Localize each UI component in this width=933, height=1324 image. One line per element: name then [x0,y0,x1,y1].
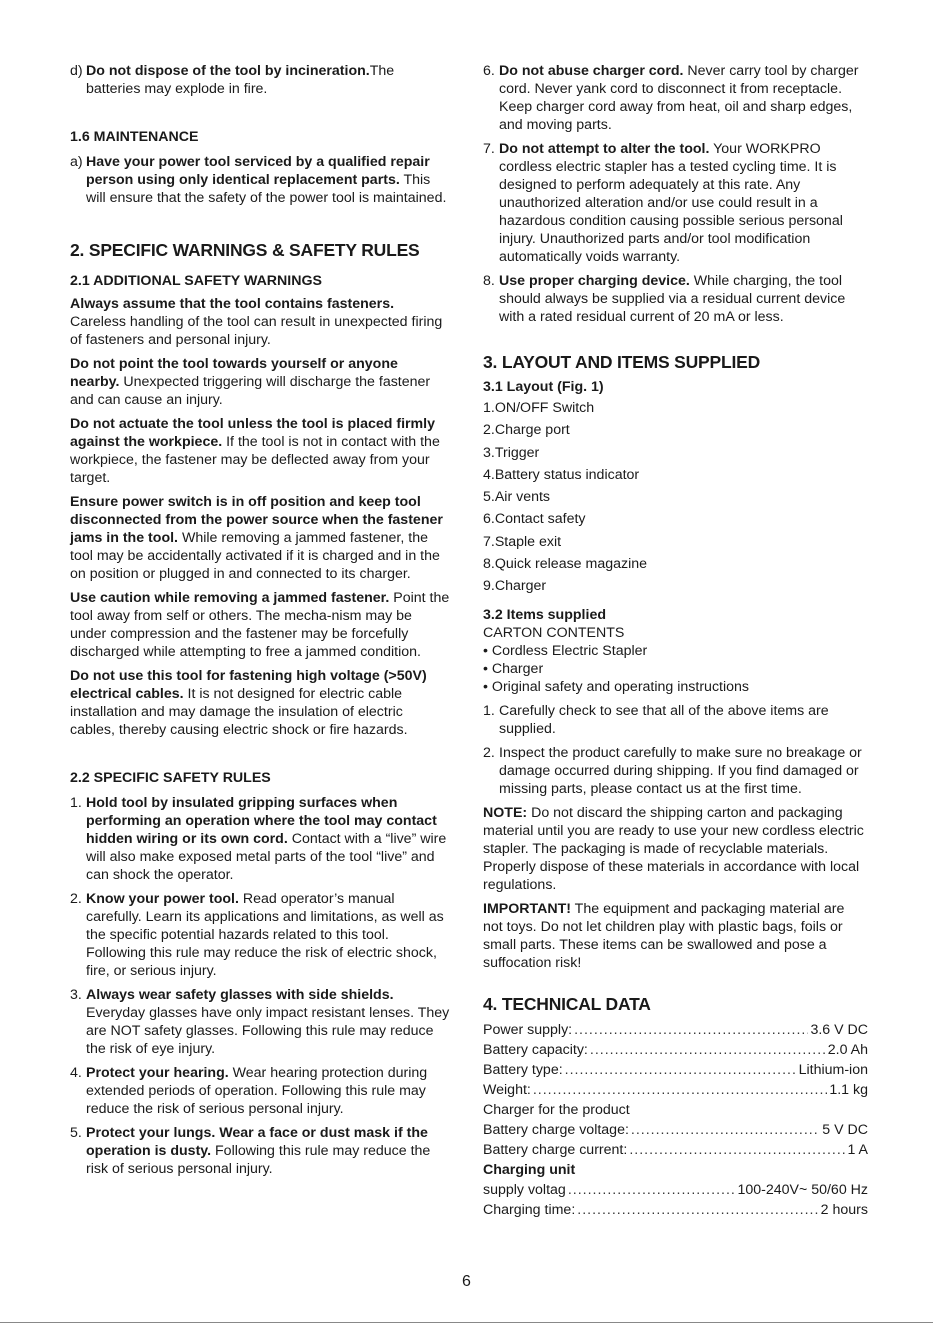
warning-4 [70,493,450,583]
rule-8 [483,272,868,326]
rule-text: Everyday glasses have only impact resistant lenses. They are NOT safety glasses. Following this rule may reduce the risk of eye injury. [86,1005,450,1057]
rule-number: 5. [70,1125,82,1141]
warning-bold: Ensure power switch is in off position and keep tool disconnected from the power source when the fastener jams in the tool. [70,494,443,546]
tech-row-charge-current [483,1140,868,1160]
tech-row-weight [483,1080,868,1100]
bullet-item: • Charger [483,660,544,677]
item-bold: Have your power tool serviced by a qualified repair person using only identical replacement parts. [86,154,430,188]
layout-item: 5.Air vents [483,489,551,506]
rule-bold: Know your power tool. [86,891,239,907]
charging-unit-heading [483,1160,868,1180]
warning-2 [70,355,450,409]
warning-3 [70,415,450,487]
check-text: Carefully check to see that all of the above items are supplied. [499,702,829,737]
rule-text: Never carry tool by charger cord. Never yank cord to disconnect it from receptacle. Keep charger cord away from heat, oil and sharp edges, and moving parts. [499,63,859,133]
tech-label: supply voltag [483,1181,566,1198]
note-paragraph [483,804,868,894]
rule-text: While charging, the tool should always be supplied via a residual current device with a rated residual current of 20 mA or less. [499,273,846,325]
leader-dots [577,1200,818,1220]
left-column [70,62,450,1178]
tech-value: 2 hours [820,1201,868,1218]
section-heading-2-1: 2.1 ADDITIONAL SAFETY WARNINGS [70,273,322,289]
bullet-item: • Cordless Electric Stapler [483,642,648,659]
leader-dots [565,1060,797,1080]
layout-item: 4.Battery status indicator [483,466,640,483]
warning-text: It is not designed for electric cable installation and may damage the insulation of electric cables, thereby causing electric shock or fire hazards. [70,686,408,738]
leader-dots [533,1080,828,1100]
rule-bold: Hold tool by insulated gripping surfaces when performing an operation where the tool may contact hidden wiring or its own cord. [86,795,437,847]
section-heading-3-2: 3.2 Items supplied [483,606,606,623]
tech-label: Power supply: [483,1021,573,1038]
charging-unit-label: Charging unit [483,1161,576,1178]
item-label: d) [70,63,83,79]
rule-number: 6. [483,63,495,79]
check-item-2 [483,744,868,798]
safety-item-d [70,62,450,98]
check-text: Inspect the product carefully to make sure no breakage or damage occurred during shipping. If you find damaged or missing parts, please contact us at the first time. [499,744,862,797]
rule-bold: Always wear safety glasses with side shields. [86,987,394,1003]
item-bold: Do not dispose of the tool by incineration. [86,63,370,79]
rule-bold: Do not attempt to alter the tool. [499,141,710,157]
item-label: a) [70,154,83,170]
leader-dots [574,1020,808,1040]
note-text: Do not discard the shipping carton and packaging material until you are ready to use your new cordless electric stapler. The packaging is made of recyclable materials. Properly dispose of these materials in accordance with local regulations. [483,804,864,893]
rule-text: Following this rule may reduce the risk of serious personal injury. [86,1143,431,1177]
warning-text: If the tool is not in contact with the workpiece, the fastener may be deflected away from your target. [70,434,440,486]
rule-text: Read operator’s manual carefully. Learn its applications and limitations, as well as the specific potential hazards related to this tool. Following this rule may reduce the risk of electric shock, fire, or serious injury. [86,891,444,979]
rule-bold: Use proper charging device. [499,273,690,289]
page-number: 6 [462,1273,471,1290]
tech-value: 3.6 V DC [810,1021,868,1038]
warning-bold: Use caution while removing a jammed fastener. [70,590,390,606]
layout-item: 6.Contact safety [483,511,586,528]
item-text: The batteries may explode in fire. [86,63,395,97]
rule-bold: Protect your lungs. Wear a face or dust mask if the operation is dusty. [86,1125,428,1159]
layout-item: 1.ON/OFF Switch [483,400,595,416]
item-text: This will ensure that the safety of the power tool is maintained. [86,172,447,206]
tech-row-battery-type [483,1060,868,1080]
rule-number: 1. [70,795,82,811]
bottom-divider [0,1322,933,1323]
tech-label: Battery type: [483,1061,563,1078]
tech-value: 2.0 Ah [827,1041,868,1058]
rule-text: Wear hearing protection during extended periods of operation. Following this rule may reduce the risk of serious personal injury. [86,1065,428,1117]
tech-row-battery-capacity [483,1040,868,1060]
tech-row-charging-time [483,1200,868,1220]
rule-text: Your WORKPRO cordless electric stapler has a tested cycling time. It is designed to perform adequately at this rate. Any unauthorized alteration and/or use could result in a hazardous condition causing possible serious personal injury. Unauthorized parts and/or tool modification automatically voids warranty. [499,141,843,265]
warning-bold: Do not actuate the tool unless the tool is placed firmly against the workpiece. [70,416,435,450]
layout-item: 8.Quick release magazine [483,556,648,573]
right-column [483,62,868,1220]
charger-for-product [483,1100,868,1120]
section-heading-2-2: 2.2 SPECIFIC SAFETY RULES [70,770,271,786]
rule-4 [70,1064,450,1118]
tech-row-power-supply [483,1020,868,1040]
tech-label: Charging time: [483,1201,576,1218]
section-heading-2: 2. SPECIFIC WARNINGS & SAFETY RULES [70,240,420,260]
leader-dots [568,1180,736,1200]
tech-label: Battery charge current: [483,1141,628,1158]
technical-data [483,1020,868,1220]
tech-value: Lithium-ion [798,1061,868,1078]
warning-1 [70,295,450,349]
leader-dots [631,1120,820,1140]
important-paragraph [483,900,868,972]
warning-5 [70,589,450,661]
layout-item: 7.Staple exit [483,533,562,550]
rule-7 [483,140,868,266]
section-heading-3: 3. LAYOUT AND ITEMS SUPPLIED [483,352,761,372]
rule-1 [70,794,450,884]
rule-2 [70,890,450,980]
rule-number: 2. [70,891,82,907]
tech-row-supply-voltage [483,1180,868,1200]
charger-for-label: Charger for the product [483,1101,630,1118]
rule-number: 7. [483,141,495,157]
leader-dots [590,1040,826,1060]
leader-dots [629,1140,845,1160]
rule-5 [70,1124,450,1178]
rule-bold: Do not abuse charger cord. [499,63,684,79]
tech-label: Battery charge voltage: [483,1121,629,1138]
section-heading-4: 4. TECHNICAL DATA [483,993,651,1014]
warning-text: Careless handling of the tool can result in unexpected firing of fasteners and personal injury. [70,314,443,348]
warning-text: Unexpected triggering will discharge the fastener and can cause an injury. [70,374,431,408]
tech-value: 1 A [847,1141,868,1158]
tech-value: 5 V DC [822,1121,868,1138]
maintenance-item-a [70,153,450,207]
warning-bold: Do not use this tool for fastening high voltage (>50V) electrical cables. [70,668,427,702]
rule-6 [483,62,868,134]
tech-label: Weight: [483,1081,531,1098]
layout-item: 9.Charger [483,578,547,595]
important-text: The equipment and packaging material are not toys. Do not let children play with plastic bags, foils or small parts. These items can be swallowed and pose a suffocation risk! [483,900,845,971]
carton-contents-label: CARTON CONTENTS [483,624,625,641]
layout-item: 2.Charge port [483,422,570,439]
rule-number: 4. [70,1065,82,1081]
warning-6 [70,667,450,739]
check-number: 2. [483,744,495,761]
tech-value: 100-240V~ 50/60 Hz [737,1181,868,1198]
tech-value: 1.1 kg [829,1081,868,1098]
warning-text: While removing a jammed fastener, the tool may be accidentally activated if it is charged and in the on position or plugged in and connected to its charger. [70,530,440,582]
check-item-1 [483,702,868,738]
section-heading-3-1: 3.1 Layout (Fig. 1) [483,379,604,395]
rule-number: 3. [70,987,82,1003]
rule-bold: Protect your hearing. [86,1065,229,1081]
warning-bold: Do not point the tool towards yourself or anyone nearby. [70,356,398,390]
layout-list [483,397,868,598]
tech-row-charge-voltage [483,1120,868,1140]
note-label: NOTE: [483,804,528,821]
rule-3 [70,986,450,1058]
check-number: 1. [483,702,495,719]
tech-label: Battery capacity: [483,1041,588,1058]
rule-text: Contact with a “live” wire will also make exposed metal parts of the tool “live” and can shock the operator. [86,831,447,883]
important-label: IMPORTANT! [483,900,571,917]
warning-text: Point the tool away from self or others. The mecha-nism may be under compression and the fastener may be forcefully discharged while attempting to free a jammed condition. [70,590,450,660]
bullet-item: • Original safety and operating instructions [483,678,750,695]
rule-number: 8. [483,273,495,289]
layout-item: 3.Trigger [483,444,540,461]
section-heading-1-6: 1.6 MAINTENANCE [70,129,199,145]
warning-bold: Always assume that the tool contains fasteners. [70,296,395,312]
